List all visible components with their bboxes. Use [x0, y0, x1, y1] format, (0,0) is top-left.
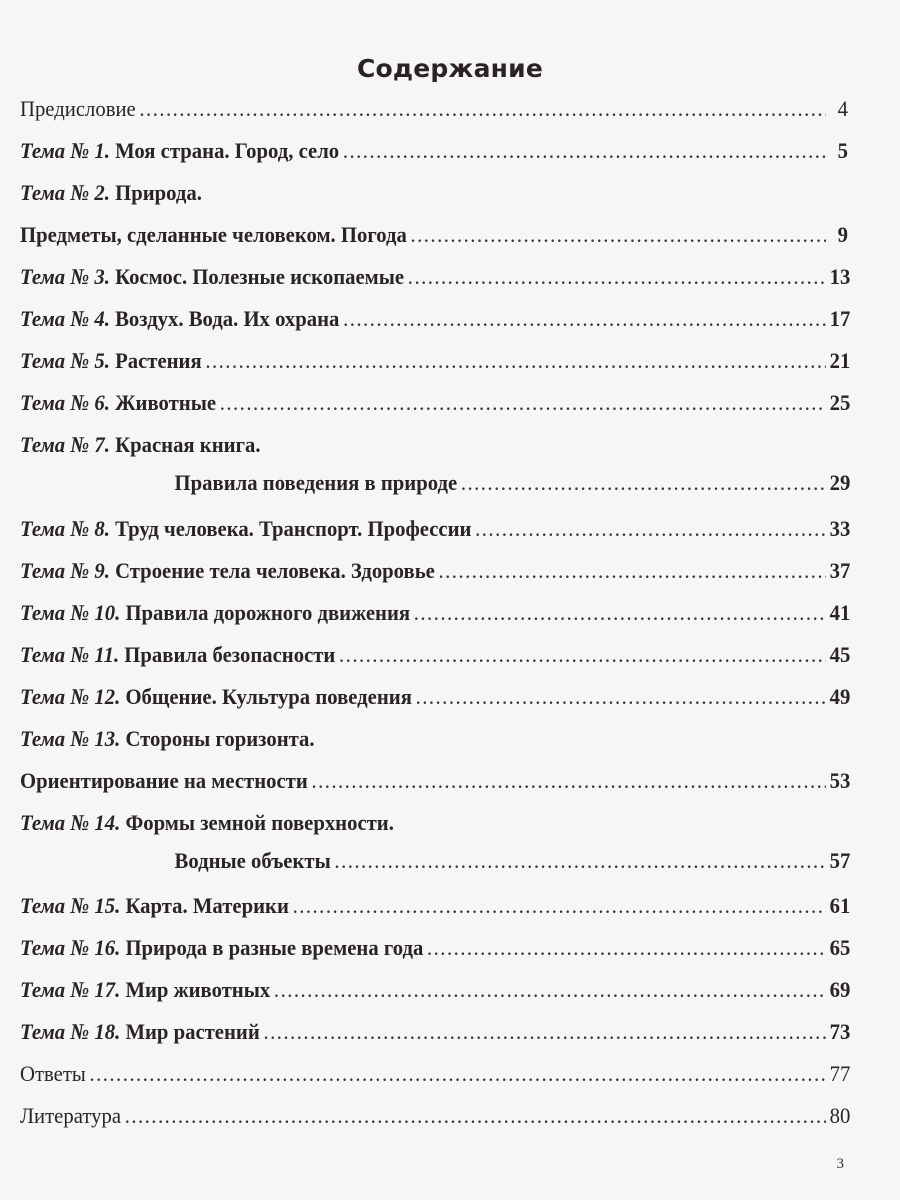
topic-number: Тема № 8. [20, 516, 110, 541]
toc-page-number: 80 [829, 1103, 851, 1128]
toc-entry[interactable] [20, 222, 848, 258]
toc-entry-title: Труд человека. Транспорт. Профессии [115, 516, 472, 541]
toc-entry[interactable] [20, 642, 851, 678]
toc-page-number: 53 [829, 768, 851, 793]
topic-number: Тема № 13. [20, 726, 121, 751]
toc-entry[interactable] [20, 935, 851, 971]
toc-entry-title: Воздух. Вода. Их охрана [115, 306, 340, 331]
topic-number: Тема № 11. [20, 642, 120, 667]
toc-entry-title: Правила безопасности [124, 642, 336, 667]
toc-entry-title: Растения [115, 348, 202, 373]
dot-leader [414, 600, 826, 626]
toc-entry[interactable] [20, 1019, 851, 1055]
dot-leader [89, 1061, 825, 1087]
dot-leader [461, 470, 826, 496]
toc-entry[interactable] [20, 432, 848, 468]
toc-entry-label [20, 432, 261, 458]
topic-number: Тема № 7. [20, 432, 110, 457]
toc-entry-title: Моя страна. Город, село [115, 138, 340, 163]
toc-page-number: 4 [837, 96, 848, 121]
toc-entry-title: Формы земной поверхности. [125, 810, 394, 835]
toc-entry-title: Животные [115, 390, 217, 415]
toc-entry-label [20, 306, 339, 332]
toc-entry-title: Правила поведения в природе [174, 470, 458, 495]
dot-leader [410, 222, 825, 248]
toc-entry[interactable] [20, 600, 851, 636]
dot-leader [293, 893, 826, 919]
toc-entry-title: Природа в разные времена года [125, 935, 424, 960]
toc-entry-label [20, 642, 335, 668]
toc-entry-title: Ответы [20, 1061, 86, 1086]
toc-entry-title: Космос. Полезные ископаемые [115, 264, 405, 289]
toc-entry-label [20, 558, 435, 584]
toc-entry-title: Водные объекты [174, 848, 331, 873]
dot-leader [439, 558, 826, 584]
dot-leader [274, 977, 826, 1003]
topic-number: Тема № 12. [20, 684, 121, 709]
dot-leader [125, 1103, 826, 1129]
toc-entry-label [20, 1103, 121, 1129]
topic-number: Тема № 6. [20, 390, 110, 415]
toc-entry[interactable] [20, 470, 851, 506]
toc-entry-title: Ориентирование на местности [20, 768, 308, 793]
topic-number: Тема № 17. [20, 977, 121, 1002]
toc-page-number: 21 [829, 348, 851, 373]
topic-number: Тема № 14. [20, 810, 121, 835]
toc-entry-label [20, 935, 423, 961]
toc-entry-label [20, 1019, 260, 1045]
toc-entry[interactable] [20, 977, 851, 1013]
topic-number: Тема № 3. [20, 264, 110, 289]
dot-leader [475, 516, 826, 542]
toc-page-number: 25 [829, 390, 851, 415]
toc-entry[interactable] [20, 726, 848, 762]
toc-entry-label [20, 180, 202, 206]
toc-entry[interactable] [20, 138, 848, 174]
toc-page-number: 77 [829, 1061, 851, 1086]
toc-entry-title: Природа. [115, 180, 202, 205]
toc-entry[interactable] [20, 390, 851, 426]
toc-entry-label [20, 893, 289, 919]
page-number: 3 [836, 1156, 844, 1172]
toc-entry[interactable] [20, 306, 851, 342]
topic-number: Тема № 15. [20, 893, 121, 918]
toc-page-number: 29 [829, 470, 851, 495]
toc-page-number: 5 [837, 138, 848, 163]
toc-page-number: 69 [829, 977, 851, 1002]
dot-leader [339, 642, 826, 668]
toc-entry[interactable] [20, 768, 851, 804]
toc-page-number: 9 [837, 222, 848, 247]
toc-entry-label [20, 1061, 86, 1087]
topic-number: Тема № 10. [20, 600, 121, 625]
toc-entry[interactable] [20, 810, 848, 846]
toc-entry-label [20, 768, 308, 794]
toc-entry-label [20, 222, 407, 248]
toc-entry-label [20, 470, 457, 496]
dot-leader [416, 684, 826, 710]
toc-page-number: 45 [829, 642, 851, 667]
toc-entry[interactable] [20, 264, 851, 300]
toc-page-number: 57 [829, 848, 851, 873]
toc-entry[interactable] [20, 1061, 851, 1097]
toc-entry-title: Предметы, сделанные человеком. Погода [20, 222, 407, 247]
toc-entry-title: Стороны горизонта. [125, 726, 315, 751]
toc-entry[interactable] [20, 558, 851, 594]
toc-entry[interactable] [20, 684, 851, 720]
dot-leader [311, 768, 825, 794]
toc-page-number: 41 [829, 600, 851, 625]
toc-entry[interactable] [20, 348, 851, 384]
dot-leader [334, 848, 825, 874]
toc-entry-label [20, 977, 270, 1003]
dot-leader [139, 96, 826, 122]
toc-entry[interactable] [20, 96, 848, 132]
toc-entry-title: Строение тела человека. Здоровье [115, 558, 435, 583]
toc-page-number: 65 [829, 935, 851, 960]
topic-number: Тема № 16. [20, 935, 121, 960]
toc-entry-title: Карта. Материки [125, 893, 289, 918]
dot-leader [263, 1019, 825, 1045]
toc-page-number: 13 [829, 264, 851, 289]
dot-leader [343, 138, 826, 164]
topic-number: Тема № 4. [20, 306, 110, 331]
toc-entry-label [20, 684, 412, 710]
toc-entry-label [20, 138, 339, 164]
toc-entry-label [20, 390, 216, 416]
toc-entry-title: Красная книга. [115, 432, 261, 457]
toc-page-number: 37 [829, 558, 851, 583]
toc-page-number: 17 [829, 306, 851, 331]
dot-leader [427, 935, 826, 961]
topic-number: Тема № 2. [20, 180, 110, 205]
topic-number: Тема № 5. [20, 348, 110, 373]
dot-leader [205, 348, 826, 374]
topic-number: Тема № 9. [20, 558, 110, 583]
toc-entry[interactable] [20, 848, 851, 884]
toc-entry-label [20, 810, 394, 836]
toc-entry[interactable] [20, 1103, 851, 1139]
toc-entry-title: Правила дорожного движения [125, 600, 411, 625]
toc-entry-label [20, 264, 404, 290]
toc-page-number: 49 [829, 684, 851, 709]
toc-entry[interactable] [20, 893, 851, 929]
toc-entry-label [20, 516, 471, 542]
toc-entry-title: Литература [20, 1103, 122, 1128]
toc-entry-title: Предисловие [20, 96, 136, 121]
dot-leader [408, 264, 826, 290]
dot-leader [220, 390, 826, 416]
toc-page-number: 73 [829, 1019, 851, 1044]
toc-entry[interactable] [20, 180, 848, 216]
topic-number: Тема № 18. [20, 1019, 121, 1044]
dot-leader [343, 306, 826, 332]
toc-entry-label [20, 96, 136, 122]
toc-entry-title: Общение. Культура поведения [125, 684, 412, 709]
toc-entry[interactable] [20, 516, 851, 552]
toc-page-number: 33 [829, 516, 851, 541]
toc-entry-title: Мир растений [125, 1019, 260, 1044]
toc-page-number: 61 [829, 893, 851, 918]
toc-entry-label [20, 600, 410, 626]
topic-number: Тема № 1. [20, 138, 110, 163]
page-title: Содержание [356, 54, 544, 83]
toc-entry-label [20, 348, 202, 374]
toc-entry-label [20, 726, 315, 752]
toc-entry-label [20, 848, 331, 874]
toc-entry-title: Мир животных [125, 977, 271, 1002]
